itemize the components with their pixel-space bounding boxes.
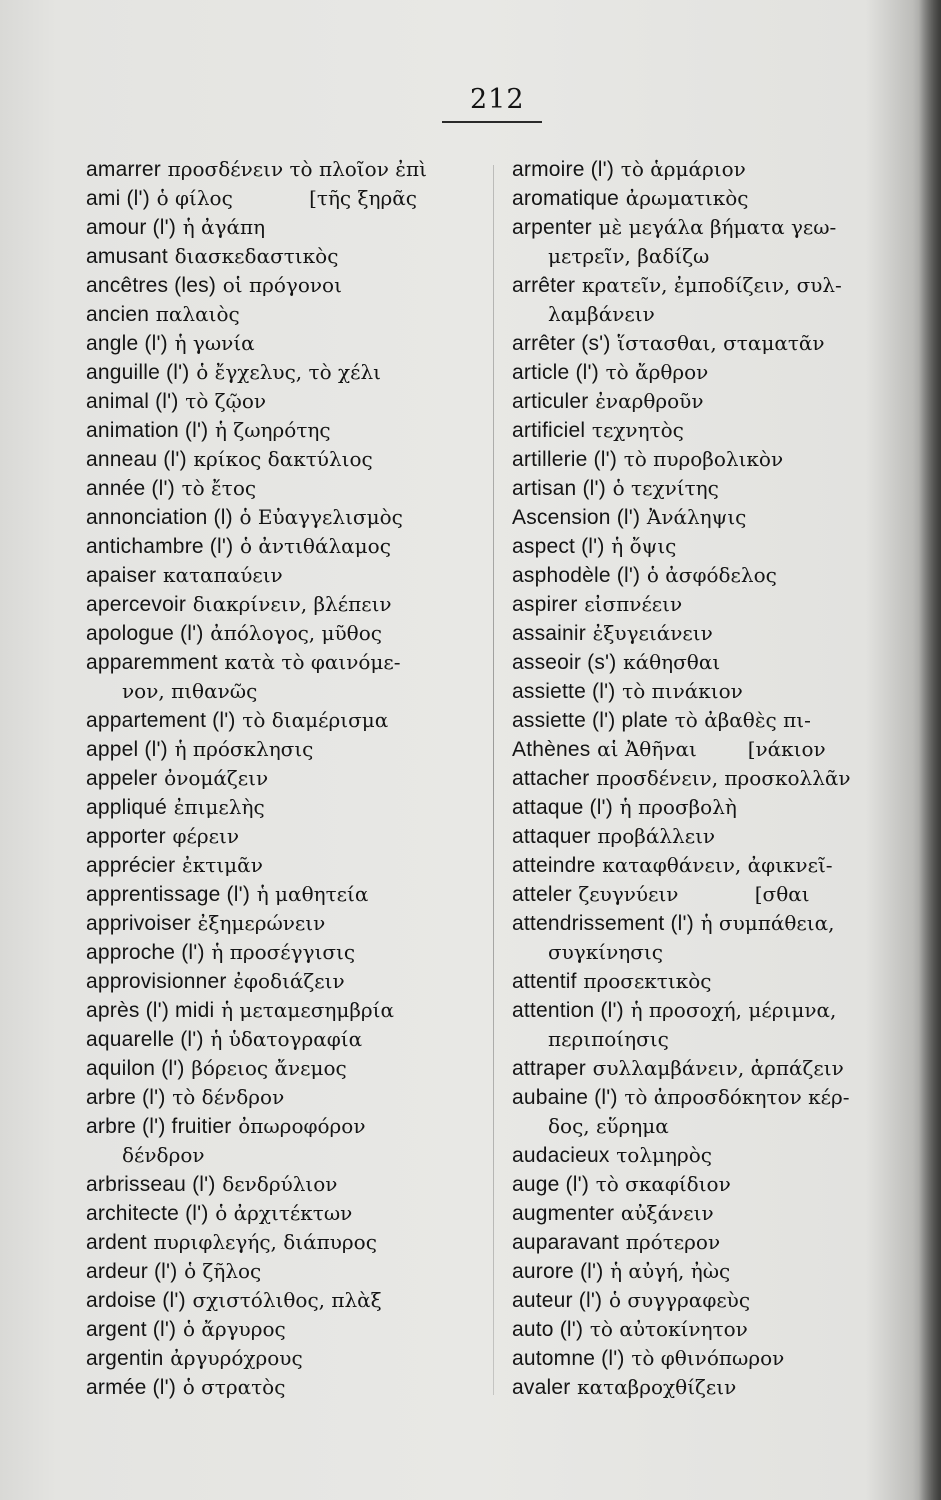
dictionary-entry (86, 155, 486, 184)
entry-headword: angle (l') (86, 332, 168, 355)
entry-translation: αἱ Ἀθῆναι [νάκιον (597, 737, 826, 761)
entry-translation: ἐναρθροῦν (595, 389, 704, 413)
entry-translation: τὸ σκαφίδιον (595, 1172, 731, 1196)
dictionary-entry (86, 358, 486, 387)
entry-headword: atteler (512, 883, 572, 906)
dictionary-entry (512, 271, 912, 300)
entry-translation: ὁ φίλος [τῆς ξηρᾶς (156, 186, 417, 210)
entry-headword: avaler (512, 1376, 571, 1399)
entry-translation: μὲ μεγάλα βήματα γεω- (598, 215, 837, 239)
dictionary-entry (86, 271, 486, 300)
dictionary-entry (512, 242, 912, 271)
entry-translation: ὁ ζῆλος (184, 1259, 262, 1283)
dictionary-entry (512, 329, 912, 358)
entry-translation: σχιστόλιθος, πλὰξ (192, 1288, 382, 1312)
entry-headword: attendrissement (l') (512, 912, 694, 935)
entry-headword: Athènes (512, 738, 591, 761)
entry-translation: τὸ δένδρον (172, 1085, 285, 1109)
entry-translation: δένδρον (122, 1143, 205, 1167)
entry-translation: ὀνομάζειν (164, 766, 269, 790)
page-number: 212 (470, 84, 525, 115)
dictionary-entry (86, 619, 486, 648)
entry-translation: ὁ Εὐαγγελισμὸς (239, 505, 403, 529)
entry-headword: amusant (86, 245, 168, 268)
entry-headword: auparavant (512, 1231, 620, 1254)
entry-headword: aurore (l') (512, 1260, 604, 1283)
entry-headword: anneau (l') (86, 448, 187, 471)
dictionary-entry (86, 764, 486, 793)
dictionary-entry (86, 1373, 486, 1402)
dictionary-entry (86, 1112, 486, 1141)
entry-headword: appliqué (86, 796, 168, 819)
entry-headword: attaquer (512, 825, 591, 848)
entry-translation: μετρεῖν, βαδίζω (548, 244, 710, 268)
entry-headword: appartement (l') (86, 709, 236, 732)
entry-headword: ancien (86, 303, 150, 326)
entry-translation: τολμηρὸς (616, 1143, 712, 1167)
dictionary-entry (86, 967, 486, 996)
dictionary-entry (512, 677, 912, 706)
entry-translation: κατὰ τὸ φαινόμε- (224, 650, 401, 674)
entry-headword: aquarelle (l') (86, 1028, 204, 1051)
entry-headword: artisan (l') (512, 477, 606, 500)
dictionary-entry (512, 1083, 912, 1112)
entry-translation: ὁ στρατὸς (182, 1375, 286, 1399)
dictionary-entry (512, 300, 912, 329)
entry-headword: audacieux (512, 1144, 610, 1167)
page-edge-shadow (919, 0, 941, 1500)
dictionary-entry (86, 474, 486, 503)
entry-headword: artificiel (512, 419, 586, 442)
dictionary-entry (86, 648, 486, 677)
dictionary-entry (86, 793, 486, 822)
entry-headword: arpenter (512, 216, 592, 239)
entry-headword: attention (l') (512, 999, 624, 1022)
dictionary-entry (86, 706, 486, 735)
entry-headword: antichambre (l') (86, 535, 234, 558)
dictionary-entry (512, 851, 912, 880)
entry-translation: πυριφλεγής, διάπυρος (153, 1230, 377, 1254)
entry-translation: ὁ συγγραφεὺς (608, 1288, 751, 1312)
entry-translation: ὁ ἔγχελυς, τὸ χέλι (196, 360, 381, 384)
dictionary-entry (512, 1112, 912, 1141)
entry-translation: βόρειος ἄνεμος (191, 1056, 347, 1080)
entry-headword: anguille (l') (86, 361, 190, 384)
entry-translation: πρότερον (625, 1230, 721, 1254)
entry-translation: ὁ ἀρχιτέκτων (215, 1201, 353, 1225)
entry-translation: διασκεδαστικὸς (174, 244, 339, 268)
entry-headword: atteindre (512, 854, 596, 877)
entry-translation: ἐπιμελὴς (173, 795, 265, 819)
entry-translation: ὁ ἀντιθάλαμος (239, 534, 391, 558)
dictionary-entry (86, 1315, 486, 1344)
entry-headword: armoire (l') (512, 158, 615, 181)
dictionary-entry (512, 706, 912, 735)
dictionary-entry (512, 938, 912, 967)
right-column (512, 155, 912, 1402)
dictionary-entry (512, 880, 912, 909)
entry-translation: ἵστασθαι, σταματᾶν (617, 331, 825, 355)
entry-translation: ἀργυρόχρους (170, 1346, 303, 1370)
entry-headword: assiette (l') plate (512, 709, 669, 732)
entry-headword: ancêtres (les) (86, 274, 217, 297)
dictionary-entry (512, 213, 912, 242)
entry-headword: amarrer (86, 158, 161, 181)
entry-translation: ζευγνύειν [σθαι (578, 882, 810, 906)
entry-translation: Ἀνάληψις (646, 505, 747, 529)
dictionary-entry (512, 1315, 912, 1344)
entry-headword: ami (l') (86, 187, 150, 210)
entry-headword: ardent (86, 1231, 147, 1254)
entry-translation: ἡ συμπάθεια, (700, 911, 835, 935)
entry-translation: τὸ διαμέρισμα (242, 708, 389, 732)
entry-translation: ἡ προσοχή, μέριμνα, (630, 998, 837, 1022)
entry-translation: τὸ ζῷον (185, 389, 267, 413)
dictionary-entry (86, 822, 486, 851)
entry-headword: attentif (512, 970, 577, 993)
entry-translation: κάθησθαι (623, 650, 721, 674)
entry-headword: animation (l') (86, 419, 209, 442)
entry-translation: τὸ ἀβαθὲς πι- (674, 708, 811, 732)
entry-translation: ἡ πρόσκλησις (174, 737, 314, 761)
entry-headword: animal (l') (86, 390, 179, 413)
dictionary-entry (86, 1344, 486, 1373)
dictionary-entry (512, 735, 912, 764)
entry-headword: appel (l') (86, 738, 168, 761)
dictionary-entry (86, 1083, 486, 1112)
dictionary-entry (512, 793, 912, 822)
entry-headword: asseoir (s') (512, 651, 617, 674)
entry-translation: τὸ ἀπροσδόκητον κέρ- (624, 1085, 850, 1109)
entry-translation: ἐξυγειάνειν (592, 621, 713, 645)
entry-headword: aquilon (l') (86, 1057, 185, 1080)
entry-translation: ἡ ὑδατογραφία (210, 1027, 363, 1051)
entry-translation: ἐκτιμᾶν (182, 853, 263, 877)
dictionary-entry (512, 416, 912, 445)
entry-translation: περιποίησις (548, 1027, 669, 1051)
dictionary-entry (86, 184, 486, 213)
dictionary-entry (86, 1286, 486, 1315)
entry-headword: appeler (86, 767, 158, 790)
dictionary-entry (86, 735, 486, 764)
column-divider (493, 165, 494, 1395)
entry-headword: article (l') (512, 361, 599, 384)
entry-headword: ardeur (l') (86, 1260, 178, 1283)
entry-headword: asphodèle (l') (512, 564, 641, 587)
entry-headword: aubaine (l') (512, 1086, 618, 1109)
dictionary-entry (86, 329, 486, 358)
entry-translation: ὁ τεχνίτης (612, 476, 719, 500)
entry-headword: assiette (l') (512, 680, 616, 703)
entry-headword: apprentissage (l') (86, 883, 251, 906)
entry-headword: arbre (l') (86, 1086, 166, 1109)
entry-translation: τὸ πυροβολικὸν (623, 447, 784, 471)
entry-headword: Ascension (l') (512, 506, 641, 529)
entry-headword: aspect (l') (512, 535, 605, 558)
dictionary-entry (512, 155, 912, 184)
entry-translation: προσδένειν τὸ πλοῖον ἐπὶ (167, 157, 427, 181)
entry-headword: architecte (l') (86, 1202, 209, 1225)
entry-headword: auge (l') (512, 1173, 590, 1196)
entry-translation: προσεκτικὸς (583, 969, 712, 993)
dictionary-entry (512, 1025, 912, 1054)
entry-translation: προσδένειν, προσκολλᾶν (596, 766, 851, 790)
entry-translation: συγκίνησις (548, 940, 663, 964)
entry-translation: τὸ φθινόπωρον (631, 1346, 785, 1370)
entry-translation: οἱ πρόγονοι (222, 273, 342, 297)
dictionary-entry (512, 1054, 912, 1083)
entry-headword: après (l') midi (86, 999, 215, 1022)
entry-translation: τὸ ἔτος (181, 476, 257, 500)
dictionary-entry (512, 1199, 912, 1228)
dictionary-entry (86, 851, 486, 880)
entry-headword: aromatique (512, 187, 620, 210)
dictionary-entry (86, 996, 486, 1025)
entry-translation: καταφθάνειν, ἀφικνεῖ- (602, 853, 833, 877)
dictionary-entry (86, 677, 486, 706)
page-number-rule (442, 121, 542, 123)
entry-headword: arbrisseau (l') (86, 1173, 216, 1196)
entry-translation: καταβροχθίζειν (577, 1375, 737, 1399)
entry-translation: νον, πιθανῶς (122, 679, 258, 703)
dictionary-entry (512, 822, 912, 851)
left-column (86, 155, 486, 1402)
entry-headword: amour (l') (86, 216, 177, 239)
dictionary-entry (86, 532, 486, 561)
entry-translation: λαμβάνειν (548, 302, 655, 326)
dictionary-entry (86, 561, 486, 590)
dictionary-entry (86, 1199, 486, 1228)
dictionary-entry (512, 996, 912, 1025)
entry-translation: τὸ ἄρθρον (605, 360, 709, 384)
entry-headword: ardoise (l') (86, 1289, 186, 1312)
dictionary-entry (86, 909, 486, 938)
dictionary-entry (512, 590, 912, 619)
entry-headword: argent (l') (86, 1318, 177, 1341)
entry-headword: augmenter (512, 1202, 615, 1225)
entry-headword: auto (l') (512, 1318, 584, 1341)
dictionary-entry (86, 938, 486, 967)
dictionary-entry (86, 387, 486, 416)
dictionary-entry (86, 503, 486, 532)
entry-headword: argentin (86, 1347, 164, 1370)
entry-translation: τὸ ἁρμάριον (620, 157, 746, 181)
entry-translation: ἡ αὐγή, ἠὼς (610, 1259, 731, 1283)
entry-translation: παλαιὸς (155, 302, 240, 326)
dictionary-entry (512, 764, 912, 793)
entry-headword: apaiser (86, 564, 157, 587)
dictionary-entry (86, 1170, 486, 1199)
dictionary-entry (86, 1141, 486, 1170)
entry-translation: ἡ προσβολὴ (619, 795, 737, 819)
entry-headword: attaque (l') (512, 796, 613, 819)
entry-translation: ἡ προσέγγισις (211, 940, 356, 964)
entry-headword: aspirer (512, 593, 578, 616)
entry-translation: ἐξημερώνειν (197, 911, 326, 935)
entry-translation: ἡ μαθητεία (256, 882, 369, 906)
entry-headword: année (l') (86, 477, 175, 500)
dictionary-entry (512, 503, 912, 532)
entry-translation: φέρειν (172, 824, 239, 848)
entry-translation: ἐφοδιάζειν (233, 969, 345, 993)
entry-translation: τεχνητὸς (591, 418, 684, 442)
entry-headword: apologue (l') (86, 622, 204, 645)
entry-translation: δος, εὕρημα (548, 1114, 669, 1138)
entry-translation: αὐξάνειν (620, 1201, 714, 1225)
entry-translation: τὸ πινάκιον (622, 679, 743, 703)
dictionary-entry (512, 1344, 912, 1373)
dictionary-entry (512, 619, 912, 648)
dictionary-entry (86, 1257, 486, 1286)
entry-headword: artillerie (l') (512, 448, 618, 471)
entry-headword: approvisionner (86, 970, 227, 993)
dictionary-entry (86, 590, 486, 619)
entry-translation: ἡ μεταμεσημβρία (221, 998, 394, 1022)
dictionary-entry (86, 416, 486, 445)
dictionary-entry (512, 1170, 912, 1199)
dictionary-entry (86, 880, 486, 909)
entry-headword: arrêter (s') (512, 332, 611, 355)
dictionary-entry (512, 387, 912, 416)
dictionary-entry (512, 474, 912, 503)
dictionary-entry (86, 445, 486, 474)
entry-translation: διακρίνειν, βλέπειν (192, 592, 392, 616)
dictionary-entry (86, 242, 486, 271)
entry-translation: εἰσπνέειν (584, 592, 683, 616)
entry-translation: ἀρωματικὸς (625, 186, 749, 210)
dictionary-entry (86, 1025, 486, 1054)
entry-translation: ἡ γωνία (174, 331, 255, 355)
dictionary-entry (512, 561, 912, 590)
dictionary-entry (86, 213, 486, 242)
entry-headword: arrêter (512, 274, 576, 297)
entry-headword: approche (l') (86, 941, 205, 964)
entry-translation: ἡ ὄψις (611, 534, 677, 558)
dictionary-entry (512, 532, 912, 561)
dictionary-entry (512, 1257, 912, 1286)
entry-headword: arbre (l') fruitier (86, 1115, 232, 1138)
entry-translation: ὁ ἄργυρος (182, 1317, 286, 1341)
dictionary-entry (512, 445, 912, 474)
entry-translation: συλλαμβάνειν, ἁρπάζειν (592, 1056, 844, 1080)
entry-headword: auteur (l') (512, 1289, 603, 1312)
entry-translation: προβάλλειν (597, 824, 716, 848)
dictionary-entry (512, 967, 912, 996)
entry-translation: καταπαύειν (162, 563, 283, 587)
entry-headword: apprécier (86, 854, 176, 877)
entry-translation: ὁ ἀσφόδελος (646, 563, 777, 587)
dictionary-entry (86, 1228, 486, 1257)
entry-headword: attraper (512, 1057, 586, 1080)
entry-headword: armée (l') (86, 1376, 177, 1399)
entry-headword: attacher (512, 767, 590, 790)
entry-headword: annonciation (l) (86, 506, 233, 529)
dictionary-entry (512, 1373, 912, 1402)
dictionary-entry (512, 358, 912, 387)
dictionary-entry (86, 1054, 486, 1083)
entry-translation: ἡ ζωηρότης (215, 418, 331, 442)
entry-translation: ἀπόλογος, μῦθος (210, 621, 382, 645)
entry-headword: apercevoir (86, 593, 187, 616)
entry-headword: apporter (86, 825, 166, 848)
entry-translation: δενδρύλιον (222, 1172, 338, 1196)
dictionary-entry (512, 184, 912, 213)
dictionary-entry (512, 1228, 912, 1257)
dictionary-entry (512, 648, 912, 677)
entry-translation: ὀπωροφόρον (238, 1114, 366, 1138)
entry-headword: assainir (512, 622, 586, 645)
dictionary-entry (512, 909, 912, 938)
entry-headword: automne (l') (512, 1347, 625, 1370)
entry-headword: apprivoiser (86, 912, 191, 935)
dictionary-entry (86, 300, 486, 329)
entry-translation: κρίκος δακτύλιος (193, 447, 373, 471)
dictionary-entry (512, 1141, 912, 1170)
dictionary-entry (512, 1286, 912, 1315)
entry-headword: articuler (512, 390, 589, 413)
entry-translation: κρατεῖν, ἐμποδίζειν, συλ- (581, 273, 842, 297)
entry-translation: τὸ αὐτοκίνητον (589, 1317, 748, 1341)
entry-translation: ἡ ἀγάπη (182, 215, 266, 239)
entry-headword: apparemment (86, 651, 218, 674)
